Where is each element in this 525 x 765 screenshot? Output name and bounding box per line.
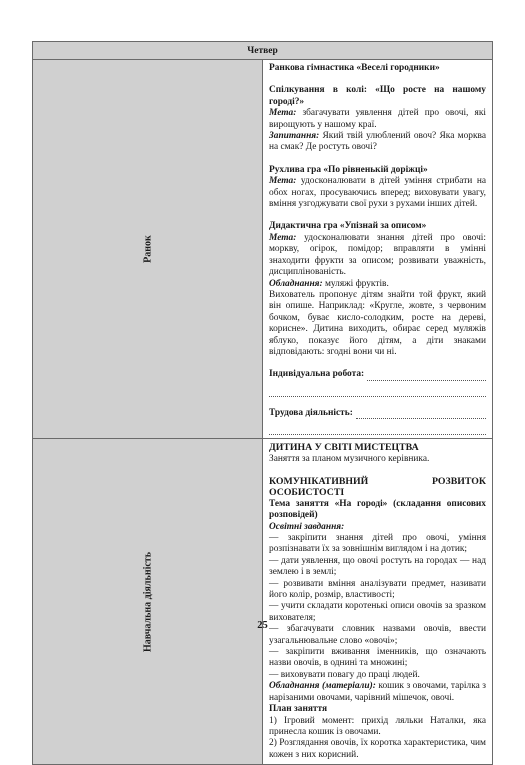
task-item: — закріпити вживання іменників, що означають назви овочів, в однині та множині; bbox=[269, 647, 486, 669]
didactic-goal: Мета: удосконалювати знання дітей про овочі: моркву, огірок, помідор; вправляти в умінні знаходити фрукти за описом; розвивати уважність, дисциплінованість. bbox=[269, 232, 486, 278]
didactic-equipment: Обладнання: муляжі фруктів. bbox=[269, 278, 389, 289]
task-item: — збагачувати словник назвами овочів, ввести узагальнювальне слово «овочі»; bbox=[269, 624, 486, 646]
plan-title: План заняття bbox=[269, 704, 328, 715]
plan-item: 1) Ігровий момент: прихід ляльки Наталки, яка принесла кошик із овочами. bbox=[269, 715, 486, 737]
lesson-title: Тема заняття «На городі» (складання описових розповідей) bbox=[269, 498, 486, 521]
learning-side-cell bbox=[33, 439, 263, 765]
morning-content bbox=[263, 60, 493, 439]
learning-content bbox=[263, 439, 493, 765]
individual-work-field[interactable] bbox=[367, 371, 486, 381]
labor-label: Трудова діяльність: bbox=[269, 407, 353, 418]
circle-title: Спілкування в колі: «Що росте на нашому городі?» bbox=[269, 85, 486, 107]
game-goal: Мета: удосконалювати в дітей уміння стрибати на обох ногах, просуваючись вперед; виховувати увагу, вміння узгоджувати свої рухи з рухами інших дітей. bbox=[269, 176, 486, 210]
gymnastics-title: Ранкова гімнастика «Веселі городники» bbox=[269, 63, 440, 73]
day-plan-table bbox=[32, 41, 493, 765]
materials: Обладнання (матеріали): кошик з овочами, тарілка з нарізаними овочами, чарівний мішечок, овочі. bbox=[269, 681, 487, 703]
page-number: 25 bbox=[257, 620, 268, 631]
learning-side-label: Навчальна діяльність bbox=[142, 551, 153, 652]
circle-question: Запитання: Який твій улюблений овоч? Яка морква на смак? Де ростуть овочі? bbox=[269, 131, 486, 153]
didactic-title: Дидактична гра «Упізнай за описом» bbox=[269, 221, 427, 232]
circle-goal: Мета: збагачувати уявлення дітей про овочі, які вирощують у нашому краї. bbox=[269, 108, 486, 130]
art-text: Заняття за планом музичного керівника. bbox=[269, 453, 430, 464]
task-item: — розвивати вміння аналізувати предмет, називати його колір, розмір, властивості; bbox=[269, 578, 486, 601]
task-item: — закріпити знання дітей про овочі, уміння розпізнавати їх за зовнішнім виглядом і на дотик; bbox=[269, 533, 486, 555]
day-header: Четвер bbox=[33, 42, 493, 60]
task-item: — дати уявлення, що овочі ростуть на городах — над землею і в землі; bbox=[269, 555, 486, 578]
tasks-label: Освітні завдання: bbox=[269, 521, 345, 532]
individual-work-label: Індивідуальна робота: bbox=[269, 369, 365, 380]
morning-side-cell bbox=[33, 60, 263, 439]
labor-field[interactable] bbox=[356, 409, 486, 419]
art-title: ДИТИНА У СВІТІ МИСТЕЦТВА bbox=[269, 442, 419, 454]
learning-row bbox=[33, 439, 493, 765]
morning-row bbox=[33, 60, 493, 439]
task-item: — учити складати коротенькі описи овочів за зразком вихователя; bbox=[269, 601, 486, 623]
individual-work-line bbox=[269, 369, 486, 380]
game-title: Рухлива гра «По рівненькій доріжці» bbox=[269, 164, 428, 175]
individual-work-field-2[interactable] bbox=[269, 381, 486, 397]
labor-field-2[interactable] bbox=[269, 419, 486, 435]
comm-title: КОМУНІКАТИВНИЙ РОЗВИТОК ОСОБИСТОСТІ bbox=[269, 475, 486, 499]
morning-side-label: Ранок bbox=[142, 235, 153, 263]
didactic-description: Вихователь пропонує дітям знайти той фрукт, який він опише. Наприклад: «Кругле, жовте, з червоним бочком, буває кисло-солодким, росте на дереві, корисне». Дитина виходить, обирає серед муляжів яблуко, показує його дітям, а діти знаками відповідають: згодні вони чи ні. bbox=[269, 289, 486, 357]
header-row bbox=[33, 42, 493, 60]
labor-line bbox=[269, 408, 486, 419]
task-item: — виховувати повагу до праці людей. bbox=[269, 669, 420, 680]
plan-item: 2) Розглядання овочів, їх коротка характеристика, чим кожен з них корисний. bbox=[269, 738, 486, 760]
